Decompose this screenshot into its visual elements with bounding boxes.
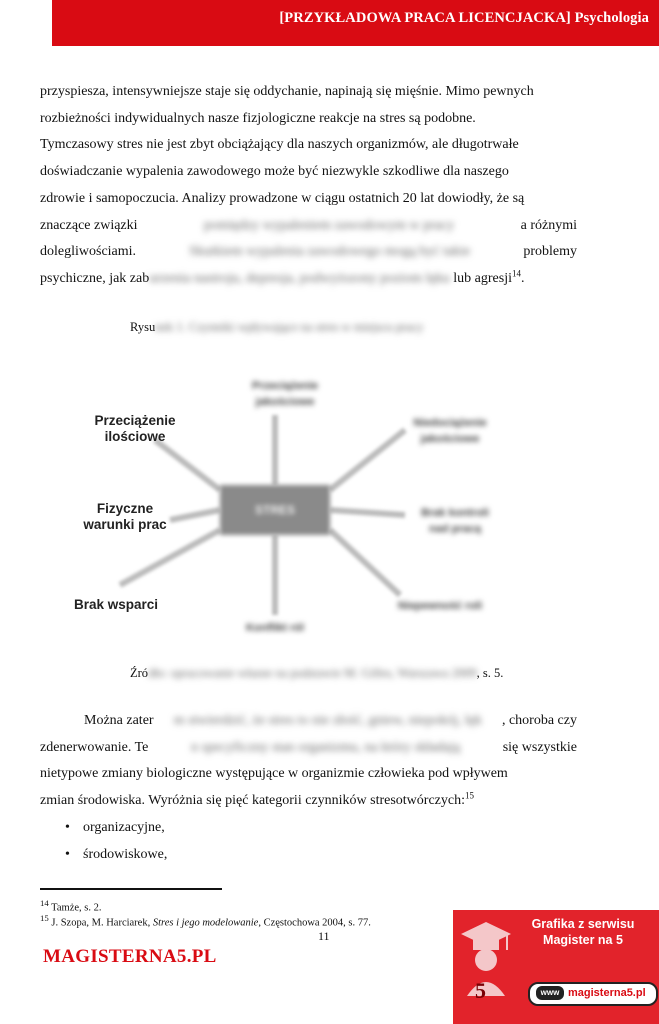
footnote-text: J. Szopa, M. Harciarek,	[48, 917, 153, 929]
text-blurred: n specyficzny stan organizmu, na który składają	[190, 739, 461, 755]
caption-blurred: nek 1. Czynniki wpływające na stres w miejscu pracy	[155, 320, 424, 334]
paragraph-line: rozbieżności indywidualnych nasze fizjologiczne reakcje na stres są podobne.	[40, 110, 476, 126]
paragraph-line: zdrowie i samopoczucia. Analizy prowadzone w ciągu ostatnich 20 lat dowiodły, że są	[40, 190, 525, 206]
list-item-text: środowiskowe,	[83, 846, 168, 862]
diagram-label-left1	[80, 413, 190, 445]
promo-line: Magister na 5	[543, 933, 623, 947]
paragraph-line: przyspiesza, intensywniejsze staje się oddychanie, napinają się mięśnie. Mimo pewnych	[40, 84, 534, 99]
source-visible: , s. 5.	[476, 666, 504, 680]
paragraph-line	[40, 239, 577, 266]
paragraph-line	[40, 788, 577, 815]
label-line: Fizyczne	[96, 501, 154, 516]
center-stres-box: STRES	[220, 485, 330, 535]
footnote-15	[40, 911, 371, 931]
text-blurred: pomiędzy wypaleniem zawodowym w pracy	[203, 217, 455, 233]
stressor-list	[65, 815, 167, 868]
promo-banner[interactable]	[453, 910, 659, 1024]
text-visible: się wszystkie	[502, 739, 577, 755]
text-visible: problemy	[523, 244, 577, 260]
diagram-label-top: Przeciążenie jakościowe	[251, 380, 319, 408]
www-icon: www	[536, 986, 564, 1000]
promo-line: Grafika z serwisu	[531, 917, 635, 931]
footnote-number: 15	[40, 913, 49, 923]
diagram-label-right3: Niepewność roli	[397, 600, 483, 612]
text-blurred: m stwierdzić, że stres to nie złość, gniew, niepokój, lęk	[173, 713, 482, 728]
paragraph-line: doświadczanie wypalenia zawodowego może być niezwykle szkodliwe dla naszego	[40, 164, 509, 180]
figure-source	[130, 666, 503, 681]
label-line: warunki prac	[83, 517, 167, 532]
footnote-ref[interactable]: 15	[465, 790, 474, 801]
footnote-number: 14	[40, 898, 49, 908]
paragraph-line	[40, 708, 577, 735]
text-visible: zdenerwowanie. Te	[40, 739, 149, 755]
paragraph-line: Tymczasowy stres nie jest zbyt obciążający dla naszych organizmów, ale długotrwałe	[40, 137, 519, 153]
paragraph-line: nietypowe zmiany biologiczne występujące w organizmie człowieka pod wpływem	[40, 766, 508, 782]
paragraph-line	[40, 735, 577, 762]
paragraph-2	[40, 708, 577, 815]
promo-url[interactable]: magisterna5.pl	[568, 987, 646, 999]
bullet-icon: •	[65, 820, 70, 835]
text-visible: zmian środowiska. Wyróżnia się pięć kategorii czynników stresotwórczych:	[40, 793, 465, 809]
source-blurred: dło: opracowanie własne na podstawie M. Gilles, Warszawa 2009	[148, 666, 477, 680]
graduate-cap-icon	[459, 916, 513, 996]
page-number: 11	[318, 929, 330, 943]
text-visible: lub agresji	[453, 270, 512, 286]
text-visible: , choroba czy	[501, 713, 577, 728]
paragraph-line	[40, 213, 577, 240]
source-visible: Źró	[130, 666, 149, 680]
promo-url-pill[interactable]	[528, 982, 658, 1006]
bullet-icon: •	[65, 846, 70, 862]
text-blurred: urzenia nastroju, depresja, podwyższony poziom lęku	[149, 270, 450, 286]
text-visible: dolegliwościami.	[40, 244, 137, 260]
footnote-divider	[40, 888, 222, 890]
promo-five: 5	[475, 978, 486, 1003]
diagram-label-right1: Niedociążenie jakościowe	[413, 417, 487, 445]
text-blurred: Skutkiem wypalenia zawodowego mogą być takie	[189, 244, 471, 260]
text-visible: znaczące związki	[40, 217, 138, 233]
label-line: Przeciążenie	[94, 413, 176, 428]
footnote-text: Tamże, s. 2.	[48, 902, 102, 914]
promo-text	[513, 916, 653, 948]
text-visible: .	[520, 270, 525, 286]
list-item-text: organizacyjne,	[83, 820, 165, 835]
stress-diagram	[60, 370, 520, 650]
diagram-label-bottom: Konflikt ról	[245, 622, 305, 634]
paragraph-line	[40, 266, 577, 293]
paragraph-1	[40, 79, 577, 293]
diagram-label-left2	[75, 501, 175, 533]
brand-logo-text[interactable]: MAGISTERNA5.PL	[43, 946, 217, 967]
diagram-label-right2: Brak kontroli nad pracą	[421, 507, 489, 535]
diagram-label-left3: Brak wsparci	[74, 597, 159, 612]
header-bar	[52, 0, 659, 46]
text-visible: Można zater	[84, 713, 154, 728]
list-item	[65, 815, 167, 842]
figure-caption	[130, 320, 424, 335]
footnote-title: Stres i jego modelowanie	[152, 917, 259, 929]
text-visible: a różnymi	[520, 217, 577, 233]
footnote-ref[interactable]: 14	[511, 268, 521, 279]
footnote-text: , Częstochowa 2004, s. 77.	[258, 917, 371, 929]
header-title: [PRZYKŁADOWA PRACA LICENCJACKA] Psychologia	[279, 10, 649, 26]
label-line: ilościowe	[104, 429, 166, 444]
list-item	[65, 842, 167, 869]
text-visible: psychiczne, jak zab	[40, 270, 150, 286]
caption-visible: Rysu	[130, 320, 156, 334]
